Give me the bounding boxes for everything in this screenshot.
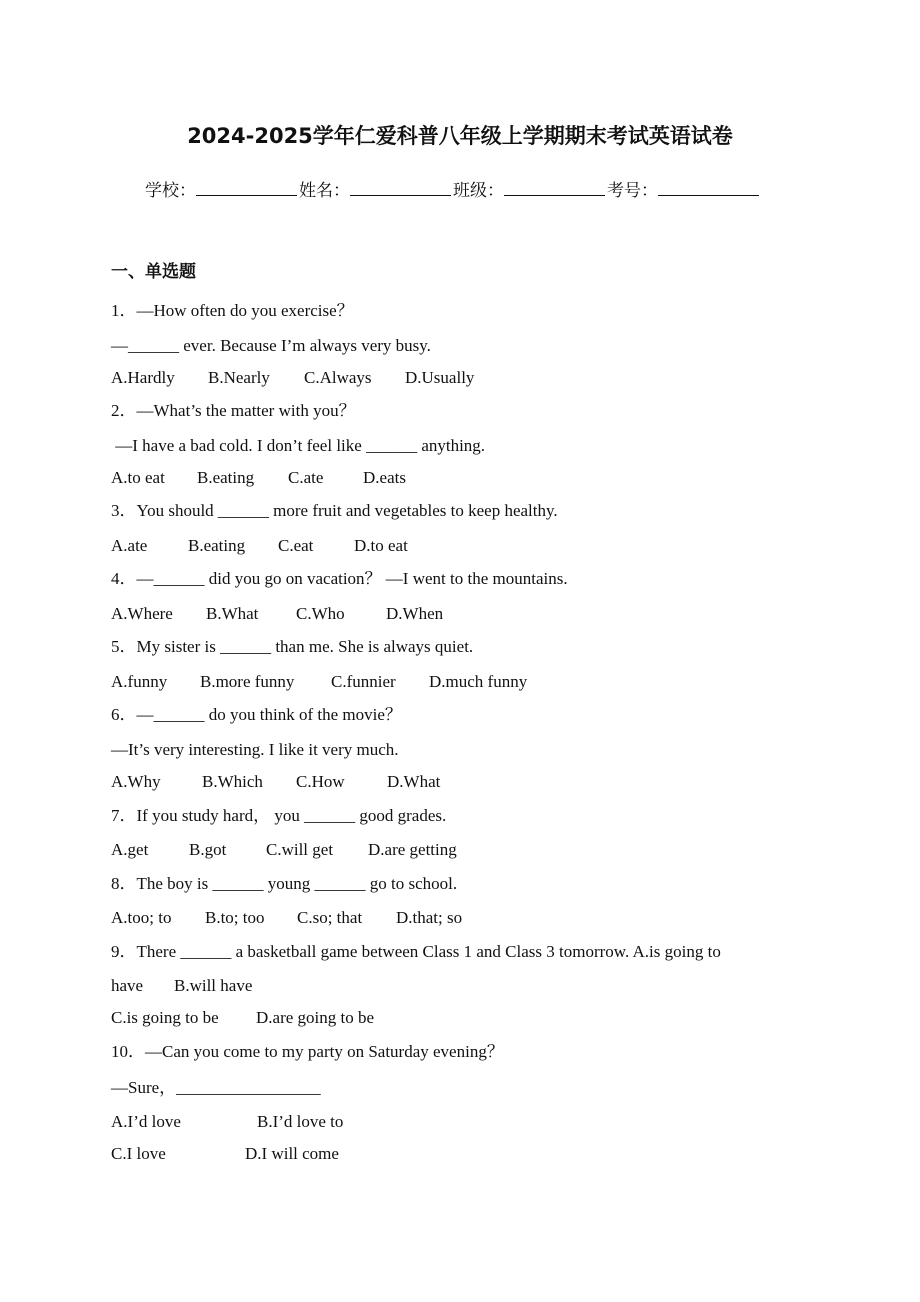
question-7-options	[111, 839, 811, 861]
question-2-line-2: —I have a bad cold. I don’t feel like ______ anything.	[111, 436, 486, 455]
question-9-options-row-1	[111, 975, 811, 997]
option-a: A.I’d love	[111, 1112, 181, 1131]
name-label: 姓名：	[299, 181, 350, 201]
option-b: B.to; too	[205, 908, 265, 927]
option-d: D.are getting	[368, 840, 457, 859]
option-a: A.Where	[111, 604, 173, 623]
question-2-stem: 2．—What’s the matter with you？	[111, 401, 356, 420]
question-2-options	[111, 467, 811, 489]
option-d: D.When	[386, 604, 444, 623]
option-c: C.I love	[111, 1144, 166, 1163]
option-b: B.What	[206, 604, 259, 623]
question-4-options	[111, 603, 811, 625]
option-a: A.too; to	[111, 908, 172, 927]
question-6-stem: 6．—______ do you think of the movie？	[111, 705, 402, 724]
school-blank	[196, 179, 297, 196]
question-9-line-2: have	[111, 976, 144, 995]
option-b: B.eating	[188, 536, 246, 555]
option-c: C.is going to be	[111, 1008, 219, 1027]
option-c: C.eat	[278, 536, 314, 555]
question-5-stem: 5．My sister is ______ than me. She is always quiet.	[111, 637, 474, 656]
option-b: B.Which	[202, 772, 263, 791]
option-a: A.Why	[111, 772, 161, 791]
question-5-options	[111, 671, 811, 693]
option-b: B.more funny	[200, 672, 295, 691]
question-3-stem: 3．You should ______ more fruit and vegetables to keep healthy.	[111, 501, 558, 520]
question-10-options-row-2	[111, 1143, 811, 1165]
question-4-stem: 4．—______ did you go on vacation？ —I went to the mountains.	[111, 569, 568, 588]
option-c: C.How	[296, 772, 345, 791]
option-b: B.I’d love to	[257, 1112, 344, 1131]
question-8-stem: 8．The boy is ______ young ______ go to school.	[111, 874, 458, 893]
option-c: C.so; that	[297, 908, 363, 927]
question-10-line-2: —Sure，_________________	[111, 1078, 321, 1097]
question-1-options	[111, 367, 811, 389]
class-blank	[504, 179, 605, 196]
question-10-options-row-1	[111, 1111, 811, 1133]
question-6-options	[111, 771, 811, 793]
option-d: D.that; so	[396, 908, 463, 927]
question-1-stem: 1．—How often do you exercise？	[111, 301, 354, 320]
question-8-options	[111, 907, 811, 929]
question-6-line-2: —It’s very interesting. I like it very much.	[111, 740, 399, 759]
option-d: D.to eat	[354, 536, 408, 555]
question-9-options-row-2	[111, 1007, 811, 1029]
exam-no-label: 考号：	[607, 181, 658, 201]
option-c: C.will get	[266, 840, 334, 859]
option-a: A.get	[111, 840, 149, 859]
option-a: A.funny	[111, 672, 168, 691]
option-c: C.Always	[304, 368, 372, 387]
exam-title: 2024-2025学年仁爱科普八年级上学期期末考试英语试卷	[187, 124, 733, 148]
question-1-line-2: —______ ever. Because I’m always very busy.	[111, 336, 431, 355]
question-10-stem: 10．—Can you come to my party on Saturday evening？	[111, 1042, 504, 1061]
school-label: 学校：	[145, 181, 196, 201]
option-b: B.Nearly	[208, 368, 270, 387]
option-c: C.funnier	[331, 672, 396, 691]
option-d: D.I will come	[245, 1144, 339, 1163]
question-3-options	[111, 535, 811, 557]
option-b: B.got	[189, 840, 227, 859]
option-d: D.eats	[363, 468, 406, 487]
option-a: A.to eat	[111, 468, 165, 487]
option-c: C.Who	[296, 604, 345, 623]
option-c: C.ate	[288, 468, 324, 487]
class-label: 班级：	[453, 181, 504, 201]
option-d: D.much funny	[429, 672, 528, 691]
exam-no-blank	[658, 179, 759, 196]
option-a: A.Hardly	[111, 368, 175, 387]
option-b: B.will have	[174, 976, 253, 995]
section-heading: 一、单选题	[111, 262, 196, 282]
option-a: A.ate	[111, 536, 148, 555]
question-9-stem: 9．There ______ a basketball game between Class 1 and Class 3 tomorrow. A.is going to	[111, 942, 721, 961]
option-d: D.are going to be	[256, 1008, 375, 1027]
option-b: B.eating	[197, 468, 255, 487]
option-d: D.What	[387, 772, 441, 791]
question-7-stem: 7．If you study hard， you ______ good grades.	[111, 806, 447, 825]
student-info-fields	[145, 176, 761, 201]
name-blank	[350, 179, 451, 196]
option-d: D.Usually	[405, 368, 475, 387]
